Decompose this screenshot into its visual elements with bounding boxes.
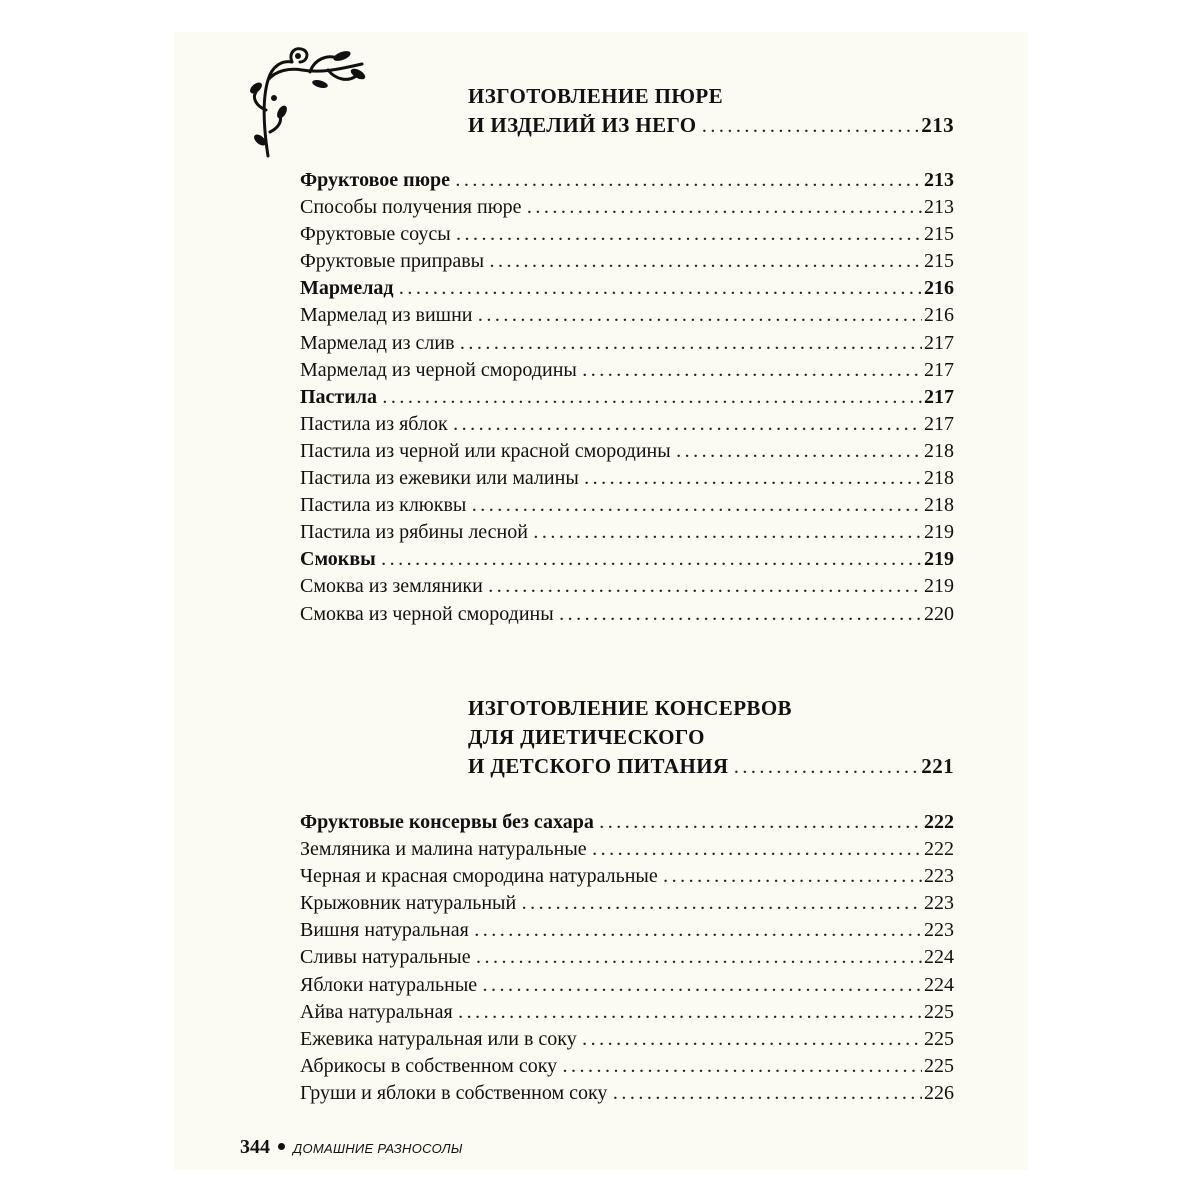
- toc-entry: [300, 1026, 954, 1053]
- toc-entry-label: Черная и красная смородина натуральные: [300, 865, 658, 888]
- section-page-number: 221: [921, 754, 954, 778]
- toc-entry-page-number: 218: [924, 439, 954, 462]
- toc-entry-label: Пастила: [300, 385, 378, 408]
- toc-entry: [300, 546, 954, 573]
- toc-entry: [300, 248, 954, 275]
- toc-entry-page-number: 216: [924, 277, 954, 300]
- dot-leader: [664, 865, 922, 892]
- dot-leader: [477, 946, 922, 973]
- section-page-number: 213: [921, 113, 954, 137]
- dot-leader: [600, 811, 922, 838]
- page-footer: [240, 1136, 463, 1159]
- toc-entry: [300, 944, 954, 971]
- toc-entry: [300, 1053, 954, 1080]
- toc-entry-label: Пастила из черной или красной смородины: [300, 439, 671, 462]
- dot-leader: [489, 575, 922, 602]
- toc-entry: [300, 917, 954, 944]
- toc-entry-page-number: 218: [924, 467, 954, 490]
- dot-leader: [382, 548, 922, 575]
- dot-leader: [735, 755, 920, 784]
- book-page: [174, 32, 1028, 1170]
- dot-leader: [563, 1055, 922, 1082]
- toc-entry-label: Смоква из черной смородины: [300, 602, 554, 625]
- toc-list-puree: [300, 167, 954, 628]
- toc-entry-page-number: 217: [924, 358, 954, 381]
- toc-entry-label: Груши и яблоки в собственном соку: [300, 1081, 608, 1104]
- toc-entry-label: Яблоки натуральные: [300, 973, 478, 996]
- toc-entry-page-number: 225: [924, 1054, 954, 1077]
- dot-leader: [702, 114, 919, 143]
- dot-leader: [583, 359, 922, 386]
- toc-entry: [300, 1080, 954, 1107]
- toc-entry-label: Мармелад из черной смородины: [300, 358, 577, 381]
- toc-entry: [300, 221, 954, 248]
- section-title-line: И ДЕТСКОГО ПИТАНИЯ: [468, 754, 729, 778]
- toc-entry-page-number: 215: [924, 250, 954, 273]
- section-title-dietary: [468, 694, 954, 781]
- toc-entry-label: Пастила из яблок: [300, 412, 448, 435]
- toc-entry: [300, 836, 954, 863]
- toc-entry: [300, 275, 954, 302]
- toc-entry-label: Земляника и малина натуральные: [300, 838, 587, 861]
- toc-entry: [300, 890, 954, 917]
- dot-leader: [483, 974, 922, 1001]
- dot-leader: [528, 196, 922, 223]
- toc-entry: [300, 492, 954, 519]
- toc-entry-page-number: 223: [924, 865, 954, 888]
- toc-entry-page-number: 219: [924, 521, 954, 544]
- toc-entry-label: Айва натуральная: [300, 1000, 453, 1023]
- toc-entry-label: Пастила из ежевики или малины: [300, 467, 579, 490]
- toc-entry-page-number: 219: [924, 548, 954, 571]
- toc-entry-page-number: 220: [924, 602, 954, 625]
- toc-entry-label: Абрикосы в собственном соку: [300, 1054, 558, 1077]
- toc-entry-page-number: 224: [924, 973, 954, 996]
- running-title: ДОМАШНИЕ РАЗНОСОЛЫ: [293, 1141, 463, 1156]
- dot-leader: [472, 494, 922, 521]
- toc-entry-label: Мармелад из вишни: [300, 304, 473, 327]
- toc-entry: [300, 438, 954, 465]
- toc-entry-label: Мармелад из слив: [300, 331, 455, 354]
- dot-leader: [613, 1082, 922, 1109]
- dot-leader: [459, 1001, 922, 1028]
- toc-entry: [300, 519, 954, 546]
- toc-entry-label: Фруктовые приправы: [300, 250, 485, 273]
- toc-entry: [300, 167, 954, 194]
- toc-entry-label: Фруктовое пюре: [300, 169, 450, 191]
- toc-entry-page-number: 215: [924, 223, 954, 246]
- dot-leader: [457, 223, 922, 250]
- dot-leader: [583, 1028, 922, 1055]
- dot-leader: [383, 386, 922, 413]
- dot-leader: [478, 304, 922, 331]
- dot-leader: [585, 467, 922, 494]
- section-title-line: ДЛЯ ДИЕТИЧЕСКОГО: [468, 725, 705, 749]
- toc-entry-label: Пастила из клюквы: [300, 494, 467, 517]
- floral-corner-ornament-icon: [246, 40, 366, 158]
- toc-entry: [300, 573, 954, 600]
- section-title-leader-line: [468, 111, 954, 140]
- toc-entry-page-number: 217: [924, 331, 954, 354]
- section-title-line: И ИЗДЕЛИЙ ИЗ НЕГО: [468, 113, 697, 137]
- toc-entry-label: Пастила из рябины лесной: [300, 521, 528, 544]
- toc-entry-page-number: 224: [924, 946, 954, 969]
- dot-leader: [490, 250, 922, 277]
- dot-leader: [400, 277, 922, 304]
- toc-entry-page-number: 218: [924, 494, 954, 517]
- toc-entry-page-number: 222: [924, 811, 954, 833]
- toc-entry-label: Мармелад: [300, 277, 394, 300]
- section-title-leader-line: [468, 752, 954, 781]
- dot-leader: [534, 521, 922, 548]
- toc-entry-page-number: 217: [924, 385, 954, 408]
- toc-entry: [300, 357, 954, 384]
- toc-entry-page-number: 219: [924, 575, 954, 598]
- toc-entry: [300, 302, 954, 329]
- toc-list-dietary: [300, 809, 954, 1107]
- toc-entry-label: Смоквы: [300, 548, 376, 571]
- dot-leader: [454, 413, 922, 440]
- page-number: 344: [240, 1136, 270, 1158]
- toc-entry-label: Смоква из земляники: [300, 575, 483, 598]
- toc-entry-label: Сливы натуральные: [300, 946, 471, 969]
- toc-entry-label: Фруктовые соусы: [300, 223, 451, 246]
- toc-entry: [300, 194, 954, 221]
- toc-entry-label: Фруктовые консервы без сахара: [300, 811, 594, 833]
- toc-entry-page-number: 223: [924, 892, 954, 915]
- section-title-puree: [468, 82, 954, 140]
- toc-entry: [300, 465, 954, 492]
- dot-leader: [522, 892, 922, 919]
- dot-leader: [560, 603, 922, 630]
- toc-entry: [300, 863, 954, 890]
- toc-entry: [300, 999, 954, 1026]
- toc-entry: [300, 972, 954, 999]
- toc-entry: [300, 809, 954, 836]
- toc-entry-label: Способы получения пюре: [300, 196, 522, 219]
- toc-entry: [300, 330, 954, 357]
- dot-leader: [456, 169, 922, 196]
- dot-leader: [461, 332, 922, 359]
- dot-leader: [593, 838, 922, 865]
- dot-leader: [475, 919, 922, 946]
- toc-entry-label: Ежевика натуральная или в соку: [300, 1027, 577, 1050]
- section-title-line: ИЗГОТОВЛЕНИЕ КОНСЕРВОВ: [468, 696, 792, 720]
- toc-entry: [300, 601, 954, 628]
- toc-entry-label: Вишня натуральная: [300, 919, 469, 942]
- bullet-icon: [278, 1143, 285, 1150]
- toc-entry-page-number: 225: [924, 1027, 954, 1050]
- toc-entry-page-number: 217: [924, 412, 954, 435]
- section-title-line: ИЗГОТОВЛЕНИЕ ПЮРЕ: [468, 84, 724, 108]
- toc-entry-page-number: 213: [924, 169, 954, 191]
- toc-entry-page-number: 216: [924, 304, 954, 327]
- toc-entry-label: Крыжовник натуральный: [300, 892, 517, 915]
- toc-entry: [300, 411, 954, 438]
- dot-leader: [677, 440, 922, 467]
- toc-entry-page-number: 226: [924, 1081, 954, 1104]
- toc-entry-page-number: 223: [924, 919, 954, 942]
- toc-entry-page-number: 213: [924, 196, 954, 219]
- toc-entry: [300, 384, 954, 411]
- toc-entry-page-number: 222: [924, 838, 954, 861]
- toc-entry-page-number: 225: [924, 1000, 954, 1023]
